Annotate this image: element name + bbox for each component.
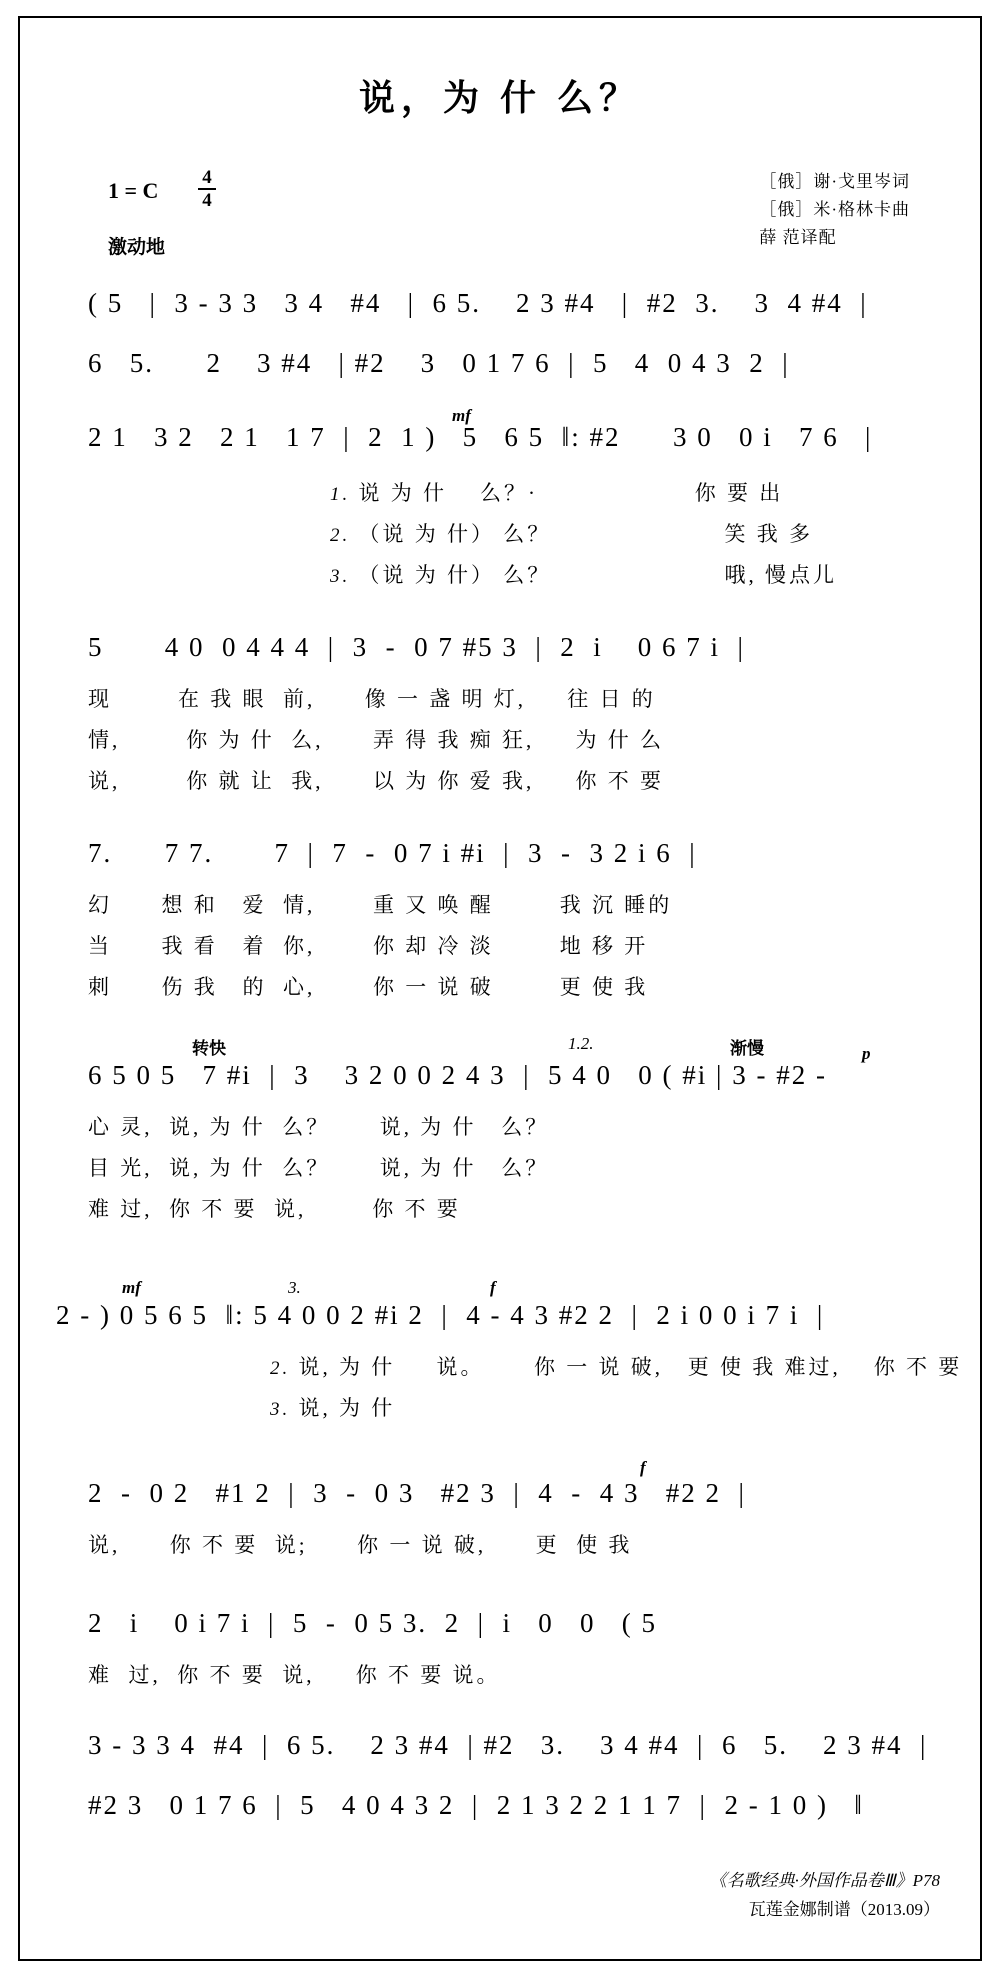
dynamic-mf: mf — [452, 406, 471, 425]
note-row: 5 4 0 0 4 4 4 | 3 - 0 7 #5 3 | 2 i 0 6 7 i | — [88, 632, 745, 662]
music-system-2 — [0, 348, 1000, 379]
page-title: 说，为 什 么？ — [358, 78, 641, 118]
music-system-9 — [0, 1608, 1000, 1696]
lyric-line — [330, 514, 1000, 555]
lyric-line — [330, 473, 1000, 514]
lyric-block — [0, 1655, 1000, 1696]
lyric-line: 难 过, 你 不 要 说, 你 不 要 说。 — [88, 1663, 501, 1687]
lyric-block — [0, 1525, 1000, 1566]
music-system-8 — [0, 1458, 1000, 1566]
verse-index: 2. — [330, 524, 351, 546]
tempo-change-slower: 渐慢 — [730, 1039, 764, 1058]
credit-composer: ［俄］米·格林卡曲 — [759, 200, 910, 220]
lyric-block — [0, 473, 1000, 596]
verse-index: 3. — [270, 1398, 291, 1420]
dynamic-p: p — [862, 1044, 871, 1063]
lyric-line: 现 在 我 眼 前, 像 一 盏 明 灯, 往 日 的 — [88, 687, 656, 711]
dynamic-mf: mf — [122, 1278, 141, 1297]
lyric-line — [270, 1347, 1000, 1388]
note-row: #2 3 0 1 7 6 | 5 4 0 4 3 2 | 2 1 3 2 2 1 1 7 | 2 - 1 0 ) ‖ — [88, 1790, 864, 1820]
repeat-ending-3: 3. — [288, 1278, 301, 1297]
verse-index: 3. — [330, 565, 351, 587]
engraver-credit: 瓦莲金娜制谱（2013.09） — [748, 1900, 940, 1920]
note-row: ( 5 | 3 - 3 3 3 4 #4 | 6 5. 2 3 #4 | #2 3. 3 4 #4 | — [88, 288, 868, 318]
music-system-7 — [0, 1278, 1000, 1429]
lyric-text: 说, 为 什 — [298, 1395, 396, 1420]
lyric-line: 刺 伤 我 的 心, 你 一 说 破 更 使 我 — [88, 974, 649, 999]
note-row: 2 1 3 2 2 1 1 7 | 2 1 ) 5 6 5 ‖: #2 3 0 0 i 7 6 | — [88, 422, 873, 452]
music-system-5 — [0, 838, 1000, 1008]
note-row: 6 5. 2 3 #4 | #2 3 0 1 7 6 | 5 4 0 4 3 2 | — [88, 348, 790, 378]
lyric-block — [0, 885, 1000, 1008]
music-system-6 — [0, 1034, 1000, 1230]
verse-index: 2. — [270, 1358, 291, 1379]
lyric-line: 当 我 看 着 你, 你 却 冷 淡 地 移 开 — [88, 933, 649, 958]
note-row: 2 - ) 0 5 6 5 ‖: 5 4 0 0 2 #i 2 | 4 - 4 3 #2 2 | 2 i 0 0 i 7 i | — [56, 1300, 825, 1330]
music-system-10 — [0, 1730, 1000, 1761]
lyric-text: （说 为 什） 么？ 笑 我 多 — [358, 521, 813, 546]
music-system-4 — [0, 632, 1000, 802]
lyric-line: 难 过, 你 不 要 说, 你 不 要 — [88, 1196, 461, 1221]
credit-translator: 薛 范译配 — [759, 228, 837, 248]
lyric-line: 情, 你 为 什 么, 弄 得 我 痴 狂, 为 什 么 — [88, 727, 664, 752]
lyric-block — [0, 679, 1000, 802]
note-row: 3 - 3 3 4 #4 | 6 5. 2 3 #4 | #2 3. 3 4 #4 | 6 5. 2 3 #4 | — [88, 1730, 928, 1760]
note-row: 2 i 0 i 7 i | 5 - 0 5 3. 2 | i 0 0 ( 5 — [88, 1608, 658, 1638]
credit-lyricist: ［俄］谢·戈里岑词 — [759, 172, 910, 191]
verse-index: 1. — [330, 484, 351, 505]
lyric-line: 幻 想 和 爱 情, 重 又 唤 醒 我 沉 睡的 — [88, 893, 673, 917]
meter-denominator: 4 — [202, 190, 212, 211]
lyric-line — [330, 555, 1000, 596]
music-system-3 — [0, 406, 1000, 596]
music-system-11 — [0, 1790, 1000, 1821]
dynamic-f: f — [640, 1458, 646, 1477]
source-reference: 《名歌经典·外国作品卷Ⅲ》P78 — [709, 1871, 940, 1891]
meter-numerator: 4 — [202, 167, 212, 188]
tempo-marking: 激动地 — [108, 237, 166, 258]
note-row: 6 5 0 5 7 #i | 3 3 2 0 0 2 4 3 | 5 4 0 0 ( #i | 3 - #2 - — [88, 1060, 827, 1090]
credits-block — [759, 168, 910, 252]
repeat-ending-1-2: 1.2. — [568, 1034, 594, 1053]
lyric-line — [270, 1388, 1000, 1429]
tempo-change-faster: 转快 — [192, 1039, 226, 1058]
lyric-line: 心 灵, 说, 为 什 么？ 说, 为 什 么？ — [88, 1115, 550, 1139]
lyric-text: 说, 为 什 说。 你 一 说 破, 更 使 我 难过, 你 不 要 — [298, 1355, 963, 1379]
dynamic-f: f — [490, 1278, 496, 1297]
lyric-line: 说, 你 不 要 说; 你 一 说 破, 更 使 我 — [88, 1533, 633, 1557]
lyric-block — [0, 1107, 1000, 1230]
music-system-1 — [0, 288, 1000, 319]
time-signature — [198, 168, 216, 210]
key-signature: 1 = C — [108, 178, 159, 203]
lyric-line: 目 光, 说, 为 什 么？ 说, 为 什 么？ — [88, 1155, 550, 1180]
lyric-text: 说 为 什 么？· 你 要 出 — [358, 481, 784, 505]
lyric-text: （说 为 什） 么？ 哦, 慢点儿 — [358, 562, 837, 587]
footer-block — [710, 1867, 940, 1925]
note-row: 7. 7 7. 7 | 7 - 0 7 i #i | 3 - 3 2 i 6 | — [88, 838, 697, 868]
note-row: 2 - 0 2 #1 2 | 3 - 0 3 #2 3 | 4 - 4 3 #2 2 | — [88, 1478, 746, 1508]
lyric-block — [0, 1347, 1000, 1429]
lyric-line: 说, 你 就 让 我, 以 为 你 爱 我, 你 不 要 — [88, 768, 664, 793]
